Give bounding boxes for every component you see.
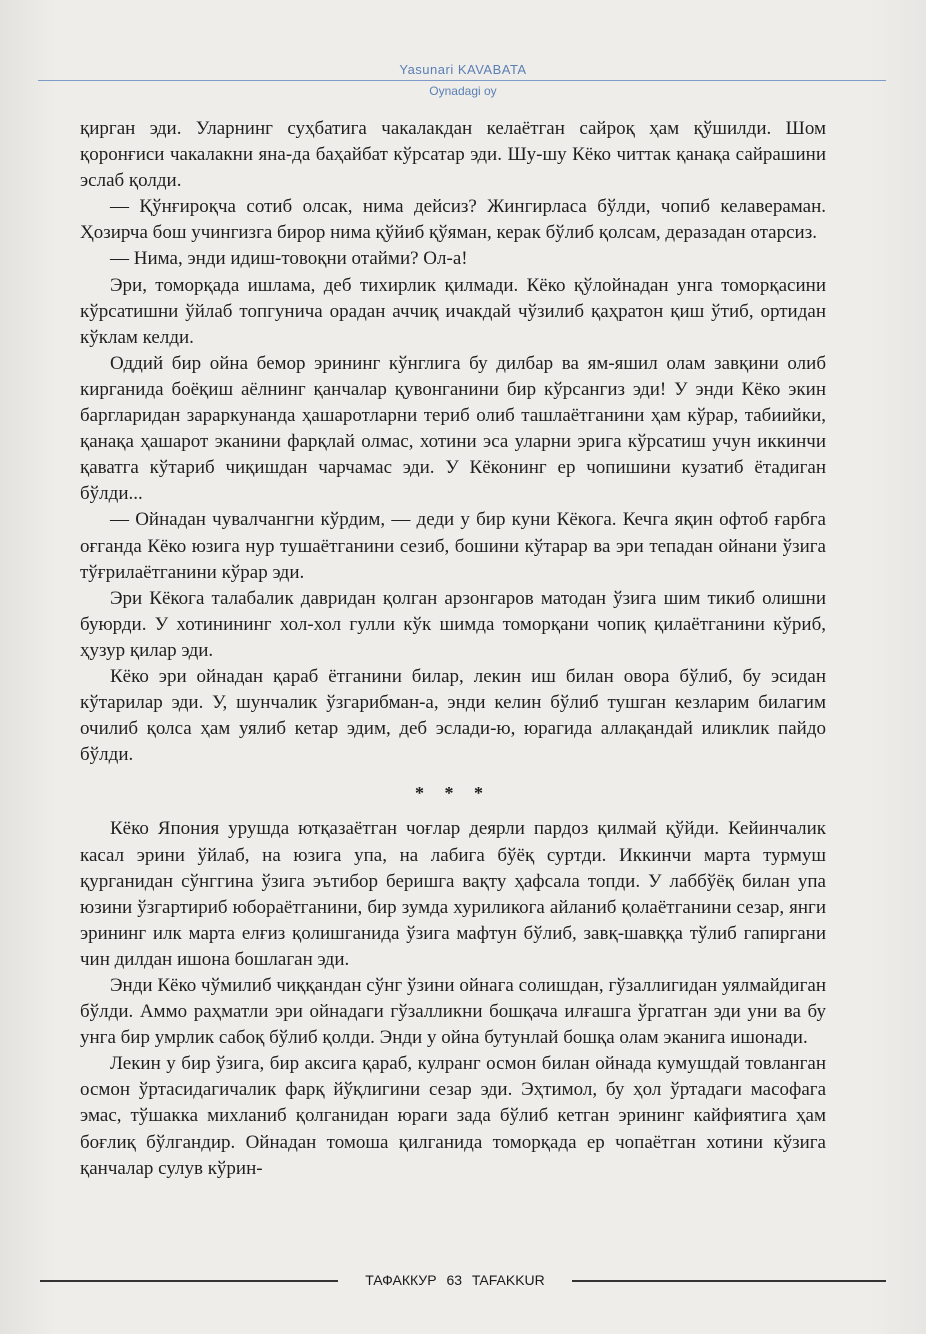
paragraph: Кёко эри ойнадан қараб ётганини билар, лекин иш билан овора бўлиб, бу эсидан кўтарилар эди. У, шунчалик ўзгарибман-а, энди келин бўлиб тушган кезларим билагим очилиб қолса ҳам уялиб кетар эдим, деб эслади-ю, юрагида аллақандай иликлик пайдо бўлди. [80,665,826,766]
paragraph: қирган эди. Уларнинг суҳбатига чакалакдан келаётган сайроқ ҳам қўшилди. Шом қоронғиси чакалакни яна-да баҳайбат кўрсатар эди. Шу-шу Кёко читтак қанақа сайрашини эслаб қолди. [80,118,826,192]
footer-rule-left [40,1280,338,1282]
header-rule [38,80,886,81]
footer-label [338,1270,572,1290]
paragraph: Энди Кёко чўмилиб чиққандан сўнг ўзини ойнага солишдан, гўзаллигидан уялмайдиган бўлди. Аммо раҳматли эри ойнадаги гўзалликни бошқача илғашга ўргатган эди уни ва бу унга бир умрлик сабоқ бўлиб қолди. Энди у ойна бутунлай бошқа олам эканига ишонади. [80,975,826,1049]
journal-name-cyrillic: ТАФАККУР [365,1272,437,1288]
paragraph: Лекин у бир ўзига, бир аксига қараб, кулранг осмон билан ойнада кумушдай товланган осмон ўртасидагичалик фарқ йўқлигини сезар эди. Эҳтимол, бу ҳол ўртадаги масофага эмас, тўшакка михланиб қолганидан юраги зада бўлиб кетган эрининг кайфиятига ҳам боғлиқ бўлгандир. Ойнадан томоша қилганида томорқада ер чопаётган хотини кўзига қанчалар сулув кўрин- [80,1053,826,1179]
paragraph: Оддий бир ойна бемор эрининг кўнглига бу дилбар ва ям-яшил олам завқини олиб кирганида боёқиш аёлнинг қанчалар қувонганини бир кўрсангиз эди! У энди Кёко экин баргларидан зараркунанда ҳашаротларни териб олиб ташлаётганини ҳам кўрар, табиийки, қанақа ҳашарот эканини фарқлай олмас, хотини эса уларни эрига кўрсатиш учун иккинчи қаватга кўтариб чиқишдан чарчамас эди. У Кёконинг ер чопишини кузатиб ётадиган бўлди... [80,352,826,505]
story-title: Oynadagi oy [429,84,497,98]
page-footer [0,1270,926,1290]
author-name: Yasunari KAVABATA [399,62,527,77]
article-body [80,116,826,1182]
running-head [0,62,926,98]
page-number: 63 [446,1272,463,1288]
paragraph: Эри, томорқада ишлама, деб тихирлик қилмади. Кёко қўлойнадан унга томорқасини кўрсатишни ўйлаб топгунича орадан аччиқ ичакдай чўзилиб қаҳратон қиш ўтиб, ортидан кўклам келди. [80,274,826,348]
paragraph: — Ойнадан чувалчангни кўрдим, — деди у бир куни Кёкога. Кечга яқин офтоб ғарбга оғганда Кёко юзига нур тушаётганини сезиб, бошини кўтарар ва эри тепадан ойнани ўзига тўғрилаётганини кўрар эди. [80,509,826,583]
paragraph: Эри Кёкога талабалик давридан қолган арзонгаров матодан ўзига шим тикиб олишни буюрди. У хотинининг хол-хол гулли кўк шимда томорқани чопиқ қилаётганини кўриб, ҳузур қилар эди. [80,587,826,661]
paragraph: — Қўнғироқча сотиб олсак, нима дейсиз? Жингирласа бўлди, чопиб келавераман. Ҳозирча бош учингизга бирор нима қўйиб қўяман, керак бўлиб қолсам, деразадан отарсиз. [80,196,826,244]
section-separator: * * * [415,783,491,804]
paragraph: — Нима, энди идиш-товоқни отайми? Ол-а! [110,248,468,270]
paragraph: Кёко Япония урушда ютқазаётган чоғлар деярли пардоз қилмай қўйди. Кейинчалик касал эрини ўйлаб, на юзига упа, на лабига бўёқ суртди. Иккинчи марта турмуш қурганидан сўнггина ўзига эътибор беришга вақту ҳафсала топди. У лаббўёқ билан упа юзини ўзгартириб юбораётганини, бир зумда хуриликога айланиб қолаётганини сезар, янги эрининг илк марта елғиз қолишганида ўзига мафтун бўлиб, завқ-шавққа тўлиб гапиргани чин дилдан ишона бошлаган эди. [80,818,826,970]
journal-name-latin: TAFAKKUR [471,1272,545,1288]
footer-rule-right [572,1280,886,1282]
